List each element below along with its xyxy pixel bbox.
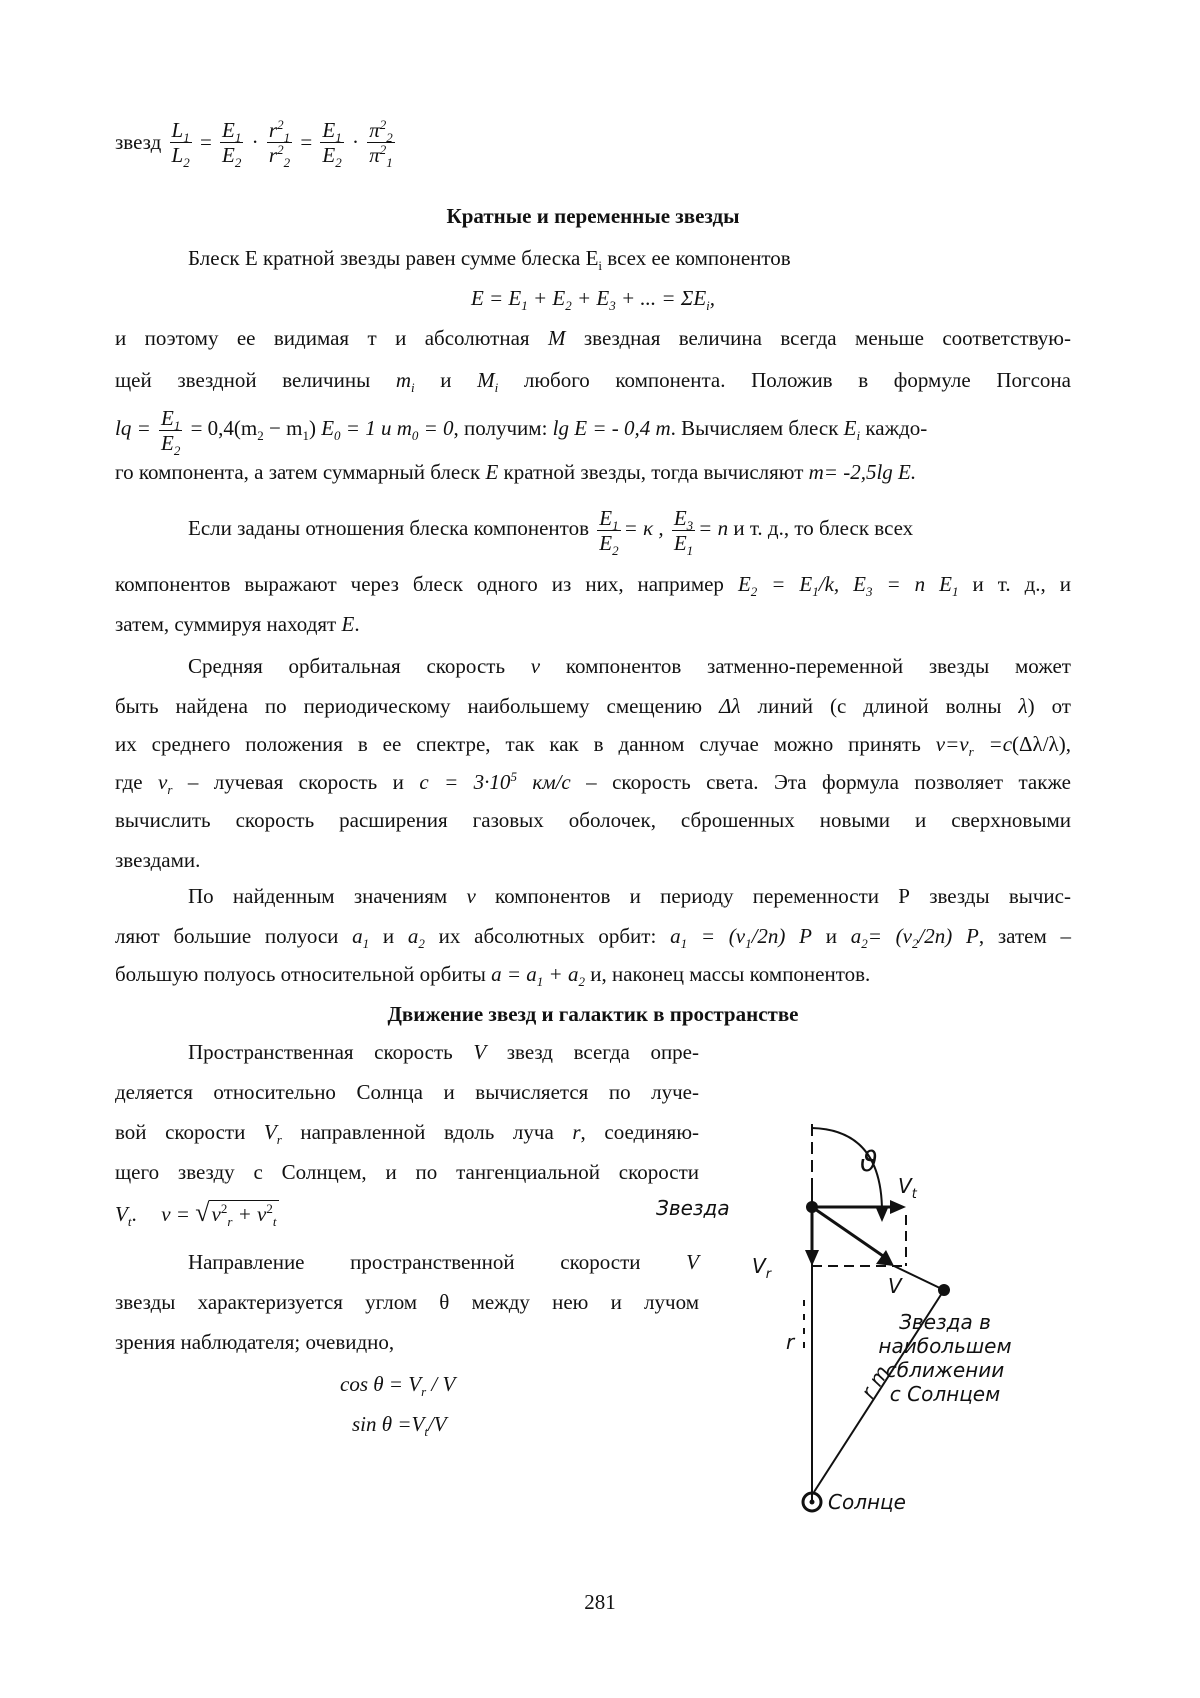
fraction-pogson: $\frac{E_1}{E_2}$ (161, 405, 181, 458)
paragraph-space-velocity-line-1: Пространственная скорость V звезд всегда опре- (188, 1040, 699, 1064)
vt-arrowhead (890, 1200, 906, 1214)
paragraph-space-velocity-line-4: щего звезду с Солнцем, и по тангенциальной скорости (115, 1160, 699, 1184)
fraction-pi2-pi1: $\frac{\pi^2_2}{\pi^2_1}$ (369, 117, 393, 171)
paragraph-direction-line-2: звезды характеризуется углом θ между нею и лучом (115, 1290, 699, 1314)
sun-center (810, 1500, 815, 1505)
fraction-e3-e1-ratio: $\frac{E_3}{E_1}$ (673, 505, 694, 558)
formula-sum: $E = E_1 + E_2 + E_3$ + ... = $\Sigma E_i$, (470, 286, 716, 314)
fraction-e1-e2-ratio: $\frac{E_1}{E_2}$ (599, 505, 619, 558)
v-arrow (812, 1207, 886, 1258)
section-heading-multiple-stars: Кратные и переменные звезды (446, 204, 740, 228)
paragraph-magnitude-line-1: и поэтому ее видимая т и абсолютная M звездная величина всегда меньше соответствую- (115, 326, 1071, 350)
page-number: 281 (584, 1590, 616, 1614)
top-formula: звезд $\frac{L_1}{L_2}$ = $\frac{E_1}{E_2}$ · $\frac{r^2_1}{r^2_2}$ = $\frac{E_1}{E_2}$ · $\frac{\pi^2_2}{\pi^2_1}$ (115, 117, 393, 171)
paragraph-magnitude-line-2: щей звездной величины $m_i$ и $M_i$ любого компонента. Положив в формуле Погсона (115, 368, 1071, 396)
paragraph-axes-line-1: По найденным значениям v компонентов и периоду переменности Р звезды вычис- (188, 884, 1071, 908)
formula-cos: $\cos \theta = V_r / V$ (340, 1372, 456, 1400)
velocity-diagram (656, 1120, 1092, 1540)
sqrt-expression: $v^2_r + v^2_t$ (211, 1201, 277, 1230)
fraction-l1-l2: $\frac{L_1}{L_2}$ (171, 118, 190, 171)
label-star: Звезда (656, 1196, 730, 1220)
label-v: V (888, 1274, 902, 1298)
paragraph-orbital-line-2: быть найдена по периодическому наибольшему смещению Δλ линий (с длиной волны λ) от (115, 694, 1071, 718)
formula-word: звезд (115, 130, 162, 154)
label-vt: $V_t$ (898, 1174, 917, 1202)
label-nearest-approach: Звезда в наибольшем сближении с Солнцем (878, 1310, 1012, 1406)
paragraph-magnitude-line-4: го компонента, а затем суммарный блеск E кратной звезды, тогда вычисляют m= -2,5lg E. (115, 460, 917, 484)
theta-arc-arrowhead (876, 1208, 888, 1222)
paragraph-orbital-line-4: где $v_r$ – лучевая скорость и $c = 3\cdot 10^5$ км/с – скорость света. Эта формула позволяет также (115, 769, 1071, 798)
paragraph-space-velocity-line-5: $V_t$. $v = √v^2_r + v^2_t$ (115, 1198, 277, 1230)
paragraph-orbital-line-5: вычислить скорость расширения газовых оболочек, сброшенных новыми и сверхновыми (115, 808, 1071, 832)
section-heading-motion: Движение звезд и галактик в пространстве (387, 1002, 799, 1026)
paragraph-magnitude-line-3: lq = $\frac{E_1}{E_2}$ = $0,4(m_2 - m_1) E_0 = 1$ и $m_0 = 0$, получим: lg E = - 0,4 m. Вычисляем блеск $E_i$ каждо- (115, 405, 928, 458)
label-theta: ϑ (860, 1145, 878, 1178)
label-rm: r m (855, 1361, 895, 1403)
paragraph-ratios-line-2: компонентов выражают через блеск одного из них, например $E_2 = E_1/k$, $E_3 = n$ $E_1$ и т. д., и (115, 572, 1072, 600)
formula-sin: $\sin \theta =V_t/V$ (352, 1412, 447, 1440)
fraction-r1-r2: $\frac{r^2_1}{r^2_2}$ (268, 117, 291, 171)
paragraph-axes-line-2: ляют большие полуоси $a_1$ и $a_2$ их абсолютных орбит: $a_1 = (v_1/2n)$ P и $a_2= (v_2/2n)$ P, затем – (115, 924, 1071, 952)
fraction-e1-e2: $\frac{E_1}{E_2}$ (222, 118, 242, 171)
fraction-e1-e2-b: $\frac{E_1}{E_2}$ (322, 118, 342, 171)
paragraph-direction-line-3: зрения наблюдателя; очевидно, (115, 1330, 395, 1354)
paragraph-ratios-line-1: Если заданы отношения блеска компонентов $\frac{E_1}{E_2}$ = κ , $\frac{E_3}{E_1}$ = n и т. д., то блеск всех (188, 505, 914, 558)
paragraph-space-velocity-line-2: деляется относительно Солнца и вычисляется по луче- (115, 1080, 699, 1104)
paragraph-space-velocity-line-3: вой скорости $V_r$ направленной вдоль луча r, соединяю- (115, 1120, 700, 1148)
paragraph-ratios-line-3: затем, суммируя находят E. (115, 612, 360, 636)
vr-arrowhead (805, 1250, 819, 1266)
paragraph-axes-line-3: большую полуось относительной орбиты $a = a_1 + a_2$ и, наконец массы компонентов. (115, 962, 871, 990)
paragraph-brightness: Блеск Е кратной звезды равен сумме блеска $Е_i$ всех ее компонентов (188, 246, 791, 274)
paragraph-orbital-line-3: их среднего положения в ее спектре, так как в данном случае можно принять $v=v_r =c(\Delta\lambda/\lambda)$, (115, 732, 1071, 760)
label-sun: Солнце (828, 1490, 906, 1514)
paragraph-orbital-line-6: звездами. (115, 848, 201, 872)
paragraph-orbital-line-1: Средняя орбитальная скорость v компонентов затменно-переменной звезды может (188, 654, 1071, 678)
label-r-left: r (786, 1330, 795, 1354)
label-vr: $V_r$ (752, 1254, 772, 1282)
paragraph-direction-line-1: Направление пространственной скорости V (188, 1250, 699, 1274)
